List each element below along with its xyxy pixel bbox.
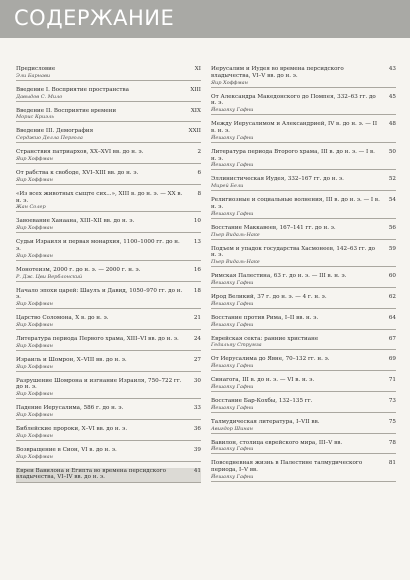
toc-entry-page: 13 xyxy=(193,239,201,246)
toc-entry[interactable] xyxy=(16,288,201,310)
toc-entry[interactable] xyxy=(211,356,396,371)
toc-entry-author: Пьер Видаль-Наке xyxy=(211,259,260,266)
toc-entry-page: 10 xyxy=(193,218,201,225)
toc-entry-title: Библейские пророки, X–VI вв. до н. э. xyxy=(16,425,128,432)
toc-entry-title: Талмудическая литература, I–VII вв. xyxy=(211,418,320,425)
toc-entry-author: Яир Хоффман xyxy=(16,176,53,183)
toc-entry-title: Литература периода Второго храма, III в. до н. э. — I в. н. э. xyxy=(211,148,375,162)
toc-entry-page: 69 xyxy=(388,356,396,363)
toc-entry-author: Пьер Видаль-Наке xyxy=(211,231,260,238)
toc-entry-author: Давыдов С. Мило xyxy=(16,93,63,100)
toc-entry-page: XXII xyxy=(188,128,201,135)
toc-entry[interactable] xyxy=(16,87,201,102)
toc-entry-author: Гедальяу Струмза xyxy=(211,342,262,349)
toc-entry-page: 18 xyxy=(193,287,201,294)
toc-entry[interactable] xyxy=(16,378,201,400)
toc-entry-title: Введение I. Восприятие пространства xyxy=(16,86,129,93)
toc-entry-page: XI xyxy=(194,66,201,72)
toc-entry-title: Вавилон, столица еврейского мира, III–V вв. xyxy=(211,439,343,446)
toc-entry-author: Яир Хоффман xyxy=(16,155,53,162)
toc-entry-title: Восстание Бар-Кохбы, 132–135 гг. xyxy=(211,397,313,404)
toc-entry[interactable] xyxy=(211,149,396,171)
toc-entry[interactable] xyxy=(211,225,396,240)
toc-entry-author: Йешаяху Гафни xyxy=(211,300,254,307)
toc-entry-page: 67 xyxy=(388,335,396,342)
toc-entry-author: Яир Хоффман xyxy=(16,252,53,259)
toc-entry-author: Яир Хоффман xyxy=(16,411,53,418)
toc-entry-author: Эли Барнави xyxy=(16,72,51,79)
toc-entry-page: 60 xyxy=(388,273,396,280)
toc-entry[interactable] xyxy=(16,315,201,330)
toc-entry-author: Йешаяху Гафни xyxy=(211,210,254,217)
toc-entry-page: 30 xyxy=(193,377,201,384)
toc-entry[interactable] xyxy=(211,460,396,482)
toc-entry-author: Йешаяху Гафни xyxy=(211,279,254,286)
toc-entry[interactable] xyxy=(16,447,201,462)
toc-entry[interactable] xyxy=(211,398,396,413)
toc-entry-author: Яир Хоффман xyxy=(16,391,53,398)
toc-entry[interactable] xyxy=(16,426,201,441)
toc-entry-author: Яир Хоффман xyxy=(16,363,53,370)
toc-entry-page: 81 xyxy=(388,460,396,467)
toc-entry-author: Яир Хоффман xyxy=(211,79,248,86)
toc-entry-page: 73 xyxy=(388,397,396,404)
toc-entry-author: Йешаяху Гафни xyxy=(211,363,254,370)
toc-entry[interactable] xyxy=(16,336,201,351)
toc-entry[interactable] xyxy=(16,267,201,282)
toc-column-right xyxy=(211,66,396,488)
toc-entry[interactable] xyxy=(16,357,201,372)
toc-entry-title: Падение Иерусалима, 586 г. до н. э. xyxy=(16,405,124,412)
toc-entry[interactable] xyxy=(16,191,201,213)
toc-entry-title: Римская Палестина, 63 г. до н. э. — III в. н. э. xyxy=(211,273,347,280)
toc-entry-page: 62 xyxy=(388,293,396,300)
toc-entry-page: 8 xyxy=(197,190,201,197)
toc-entry-title: Евреи Вавилона и Египта во времена персидского владычества, VI–IV вв. до н. э. xyxy=(16,467,166,481)
toc-entry[interactable] xyxy=(16,108,201,123)
toc-entry-author: Йешаяху Гафни xyxy=(211,383,254,390)
toc-entry[interactable] xyxy=(16,170,201,185)
toc-entry[interactable] xyxy=(211,66,396,88)
toc-entry-page: 21 xyxy=(193,315,201,322)
toc-entry[interactable] xyxy=(16,239,201,261)
toc-entry[interactable] xyxy=(211,273,396,288)
toc-column-left xyxy=(16,66,201,489)
toc-entry-title: Возвращение в Сион, VI в. до н. э. xyxy=(16,446,117,453)
toc-entry-author: Мирей Бели xyxy=(211,183,244,190)
toc-entry-author: Йешаяху Гафни xyxy=(211,162,254,169)
toc-entry-author: Р. Дж. Цви Верблонский xyxy=(16,273,83,280)
toc-entry-title: Восстание против Рима, I–II вв. н. э. xyxy=(211,314,319,321)
toc-entry-author: Йешаяху Гафни xyxy=(211,404,254,411)
toc-entry-title: Еврейская секта: ранние христиане xyxy=(211,335,319,342)
toc-entry[interactable] xyxy=(211,377,396,392)
toc-entry-page: XIII xyxy=(190,86,201,93)
toc-entry-title: Монотеизм, 2000 г. до н. э. — 2000 г. н. э. xyxy=(16,266,141,273)
toc-entry[interactable] xyxy=(211,197,396,219)
toc-entry-title: Синагога, III в. до н. э. — VI в. н. э. xyxy=(211,377,315,384)
toc-entry-page: 39 xyxy=(193,446,201,453)
toc-entry[interactable] xyxy=(16,149,201,164)
toc-entry-title: От Александра Македонского до Помпея, 332–63 гг. до н. э. xyxy=(211,93,376,107)
toc-entry-page: 56 xyxy=(388,224,396,231)
toc-entry-page: 78 xyxy=(388,439,396,446)
toc-entry[interactable] xyxy=(16,468,201,484)
toc-entry-title: Судьи Израиля и первая монархия, 1100–1000 гг. до н. э. xyxy=(16,239,180,252)
toc-entry[interactable] xyxy=(211,246,396,268)
toc-entry-page: 36 xyxy=(193,425,201,432)
toc-entry-author: Морис Криэль xyxy=(16,114,54,121)
toc-entry-author: Йешаяху Гафни xyxy=(211,107,254,114)
toc-entry-page: 33 xyxy=(193,405,201,412)
toc-entry-title: Введение III. Демография xyxy=(16,128,94,135)
toc-entry[interactable] xyxy=(211,121,396,143)
toc-entry-title: Царство Соломона, X в. до н. э. xyxy=(16,315,109,322)
toc-entry[interactable] xyxy=(16,218,201,233)
toc-entry-title: От рабства к свободе, XVI–XIII вв. до н. э. xyxy=(16,169,139,176)
toc-entry-title: «Из всех животных сыщте сих...», XIII в. до н. э. — XX в. н. э. xyxy=(16,190,183,204)
toc-entry-page: 24 xyxy=(193,335,201,342)
toc-entry-page: 59 xyxy=(388,245,396,252)
toc-entry-author: Жан Солер xyxy=(16,204,46,211)
toc-entry[interactable] xyxy=(211,176,396,191)
toc-entry-page: XIX xyxy=(190,107,201,114)
toc-entry-author: Яир Хоффман xyxy=(16,321,53,328)
toc-entry-title: Начало эпохи царей: Шаулъ и Давид, 1050–970 гг. до н. э. xyxy=(16,287,183,301)
toc-entry-page: 54 xyxy=(388,197,396,204)
toc-entry-title: Разрушение Шомрона и изгнание Израиля, 750–722 гг. до н. э. xyxy=(16,377,182,391)
toc-entry-title: Эллинистическая Иудея, 332–167 гг. до н. э. xyxy=(211,176,344,183)
toc-entry-page: 45 xyxy=(388,93,396,100)
toc-entry-author: Яир Хоффман xyxy=(16,342,53,349)
toc-entry-page: 27 xyxy=(193,356,201,363)
toc-entry-title: Предисловие xyxy=(16,66,56,72)
toc-entry-page: 71 xyxy=(388,377,396,384)
toc-entry-page: 16 xyxy=(193,266,201,273)
toc-entry-title: От Иерусалима до Явне, 70–132 гг. н. э. xyxy=(211,356,330,363)
toc-entry-page: 41 xyxy=(193,467,201,474)
toc-entry-title: Ирод Великий, 37 г. до н. э. — 4 г. н. э. xyxy=(211,293,327,300)
toc-entry-title: Литература периода Первого храма, XIII–VI вв. до н. э. xyxy=(16,335,179,342)
toc-entry-page: 50 xyxy=(388,148,396,155)
toc-entry[interactable] xyxy=(211,336,396,351)
toc-entry[interactable] xyxy=(211,294,396,309)
toc-entry-author: Яир Хоффман xyxy=(16,301,53,308)
toc-entry[interactable] xyxy=(211,440,396,455)
toc-entry-title: Завоевание Ханаана, XIII–XII вв. до н. э. xyxy=(16,218,135,225)
toc-entry[interactable] xyxy=(16,66,201,81)
toc-entry-author: Серджио Делла Пергола xyxy=(16,135,83,142)
toc-entry-author: Йешаяху Гафни xyxy=(211,321,254,328)
toc-entry[interactable] xyxy=(211,315,396,330)
toc-entry-author: Авигдор Шинан xyxy=(211,425,253,432)
toc-entry-title: Религиозные и социальные волнения, III в. до н. э. — I в. н. э. xyxy=(211,197,380,210)
toc-entry-author: Йешаяху Гафни xyxy=(211,473,254,480)
toc-entry-page: 64 xyxy=(388,314,396,321)
toc-entry-author: Йешаяху Гафни xyxy=(211,446,254,453)
toc-entry-title: Иерусалим и Иудея во времена персидского владычества, VI–V вв. до н. э. xyxy=(211,66,344,79)
toc-entry-page: 2 xyxy=(197,149,201,156)
toc-entry-page: 48 xyxy=(388,121,396,128)
toc-entry-author: Яир Хоффман xyxy=(16,432,53,439)
toc-entry-page: 43 xyxy=(388,66,396,72)
toc-entry-title: Подъем и упадок государства Хасмонеев, 142–63 гг. до н. э. xyxy=(211,245,376,259)
toc-entry[interactable] xyxy=(16,405,201,420)
page-title: СОДЕРЖАНИЕ xyxy=(14,6,175,30)
toc-entry[interactable] xyxy=(211,94,396,116)
toc-entry-author: Яир Хоффман xyxy=(16,453,53,460)
toc-entry-title: Израиль и Шомрон, X–VIII вв. до н. э. xyxy=(16,356,127,363)
toc-entry-page: 75 xyxy=(388,418,396,425)
toc-entry-author: Йешаяху Гафни xyxy=(211,134,254,141)
toc-entry-title: Странствия патриархов, XX–XVI вв. до н. э. xyxy=(16,149,144,156)
toc-entry-title: Введение II. Восприятие времени xyxy=(16,107,117,114)
toc-entry-author: Яир Хоффман xyxy=(16,225,53,232)
toc-entry[interactable] xyxy=(16,128,201,143)
toc-entry[interactable] xyxy=(211,419,396,434)
toc-entry-title: Восстание Маккавеев, 167–141 гг. до н. э. xyxy=(211,224,336,231)
toc-entry-page: 52 xyxy=(388,176,396,183)
toc-entry-title: Повседневная жизнь в Палестине талмудического периода, I–V вв. xyxy=(211,460,363,474)
toc-entry-title: Между Иерусалимом и Александрией, IV в. до н. э. — II в. н. э. xyxy=(211,121,378,134)
toc-entry-page: 6 xyxy=(197,169,201,176)
